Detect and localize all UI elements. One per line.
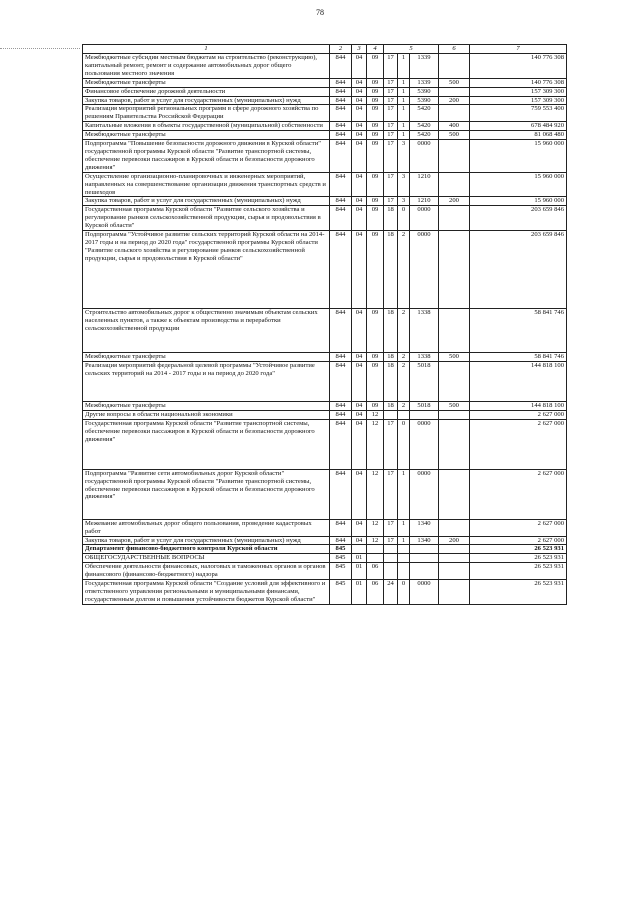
table-row xyxy=(83,536,567,545)
row-name: Закупка товаров, работ и услуг для государственных (муниципальных) нужд xyxy=(83,536,330,545)
col-ministry: 844 xyxy=(330,87,352,96)
col-direction: 1210 xyxy=(410,197,439,206)
col-section: 04 xyxy=(352,131,367,140)
col-section: 01 xyxy=(352,563,367,580)
table-row xyxy=(83,469,567,519)
col-subsection: 09 xyxy=(367,197,384,206)
col-program: 18 xyxy=(384,353,398,362)
col-expense-type: 200 xyxy=(439,536,470,545)
col-program: 17 xyxy=(384,172,398,197)
row-name: Межбюджетные трансферты xyxy=(83,353,330,362)
col-ministry: 845 xyxy=(330,563,352,580)
col-amount: 15 960 000 xyxy=(470,172,567,197)
col-program: 17 xyxy=(384,78,398,87)
col-amount: 81 068 480 xyxy=(470,131,567,140)
col-subsection: 12 xyxy=(367,536,384,545)
col-expense-type xyxy=(439,231,470,309)
row-name: Межбюджетные субсидии местным бюджетам на строительство (реконструкцию), капитальный ремонт, ремонт и содержание автомобильных дорог общего пользования местного значения xyxy=(83,54,330,79)
col-program xyxy=(384,410,398,419)
col-subprogram: 1 xyxy=(398,122,410,131)
row-name: Реализация мероприятий региональных программ в сфере дорожного хозяйства по решениям Правительства Российской Федерации xyxy=(83,105,330,122)
col-direction: 1339 xyxy=(410,78,439,87)
col-program: 18 xyxy=(384,206,398,231)
col-section: 04 xyxy=(352,469,367,519)
col-direction: 0000 xyxy=(410,231,439,309)
col-subprogram: 1 xyxy=(398,78,410,87)
col-ministry: 844 xyxy=(330,96,352,105)
col-amount: 203 659 846 xyxy=(470,206,567,231)
col-direction xyxy=(410,410,439,419)
row-name: Другие вопросы в области национальной экономики xyxy=(83,410,330,419)
col-subprogram: 2 xyxy=(398,231,410,309)
col-amount: 15 960 000 xyxy=(470,140,567,173)
col-section: 04 xyxy=(352,419,367,469)
row-name: Строительство автомобильных дорог к общественно значимым объектам сельских населенных пунктов, а также к объектам производства и переработки сельскохозяйственной продукции xyxy=(83,309,330,353)
col-subprogram: 1 xyxy=(398,519,410,536)
col-direction: 5420 xyxy=(410,105,439,122)
col-subsection: 09 xyxy=(367,361,384,401)
col-subsection xyxy=(367,545,384,554)
table-row xyxy=(83,419,567,469)
col-amount: 678 484 920 xyxy=(470,122,567,131)
col-subsection: 12 xyxy=(367,519,384,536)
col-program: 17 xyxy=(384,122,398,131)
col-program: 24 xyxy=(384,580,398,605)
col-direction: 1340 xyxy=(410,536,439,545)
col-expense-type xyxy=(439,54,470,79)
col-program: 18 xyxy=(384,309,398,353)
col-amount: 157 309 300 xyxy=(470,96,567,105)
table-row xyxy=(83,309,567,353)
table-row xyxy=(83,545,567,554)
row-name: Подпрограмма "Развитие сети автомобильных дорог Курской области" государственной программы Курской области "Развитие транспортной системы, обеспечение перевозки пассажиров в Курской области и безопасности дорожного движения" xyxy=(83,469,330,519)
col-ministry: 844 xyxy=(330,361,352,401)
col-ministry: 844 xyxy=(330,105,352,122)
row-name: Государственная программа Курской области "Развитие транспортной системы, обеспечение перевозки пассажиров в Курской области и безопасности дорожного движения" xyxy=(83,419,330,469)
col-ministry: 844 xyxy=(330,536,352,545)
col-program: 17 xyxy=(384,197,398,206)
col-ministry: 844 xyxy=(330,140,352,173)
row-name: Реализация мероприятий федеральной целевой программы "Устойчивое развитие сельских территорий на 2014 - 2017 годы и на период до 2020 года" xyxy=(83,361,330,401)
col-subprogram: 3 xyxy=(398,172,410,197)
col-section: 04 xyxy=(352,105,367,122)
col-ministry: 845 xyxy=(330,554,352,563)
col-subprogram: 2 xyxy=(398,401,410,410)
col-amount: 15 960 000 xyxy=(470,197,567,206)
col-amount: 2 627 000 xyxy=(470,536,567,545)
col-subprogram: 1 xyxy=(398,87,410,96)
col-program xyxy=(384,554,398,563)
row-name: Обеспечение деятельности финансовых, налоговых и таможенных органов и органов финансового (финансово-бюджетного) надзора xyxy=(83,563,330,580)
col-subsection: 06 xyxy=(367,563,384,580)
row-name: Подпрограмма "Устойчивое развитие сельских территорий Курской области на 2014-2017 годы и на период до 2020 года" государственной программы Курской области "Развитие сельского хозяйства и регулирование рынков сельскохозяйственной продукции, сырья и продовольствия в Курской области" xyxy=(83,231,330,309)
col-subprogram: 0 xyxy=(398,206,410,231)
col-subsection: 09 xyxy=(367,105,384,122)
col-section: 04 xyxy=(352,140,367,173)
header-col-1: 1 xyxy=(83,45,330,54)
col-section: 04 xyxy=(352,536,367,545)
col-section: 04 xyxy=(352,410,367,419)
col-direction: 0000 xyxy=(410,419,439,469)
col-subprogram: 1 xyxy=(398,96,410,105)
row-name: Межевание автомобильных дорог общего пользования, проведение кадастровых работ xyxy=(83,519,330,536)
col-subsection: 09 xyxy=(367,401,384,410)
col-expense-type xyxy=(439,309,470,353)
col-subprogram: 2 xyxy=(398,309,410,353)
header-col-4: 4 xyxy=(367,45,384,54)
col-program: 17 xyxy=(384,469,398,519)
col-program: 17 xyxy=(384,131,398,140)
col-subsection: 09 xyxy=(367,122,384,131)
table-row xyxy=(83,87,567,96)
col-expense-type xyxy=(439,105,470,122)
col-expense-type xyxy=(439,554,470,563)
budget-table xyxy=(82,44,567,605)
col-subsection: 09 xyxy=(367,131,384,140)
col-ministry: 844 xyxy=(330,78,352,87)
col-expense-type xyxy=(439,361,470,401)
col-expense-type xyxy=(439,419,470,469)
col-direction: 5018 xyxy=(410,401,439,410)
col-subprogram: 2 xyxy=(398,353,410,362)
col-subprogram: 2 xyxy=(398,361,410,401)
col-section: 04 xyxy=(352,172,367,197)
col-expense-type xyxy=(439,410,470,419)
col-program: 17 xyxy=(384,105,398,122)
col-subprogram: 1 xyxy=(398,536,410,545)
col-program: 17 xyxy=(384,536,398,545)
col-program: 18 xyxy=(384,231,398,309)
page-number: 78 xyxy=(316,8,324,17)
col-amount: 144 818 100 xyxy=(470,401,567,410)
col-amount: 144 818 100 xyxy=(470,361,567,401)
col-direction: 0000 xyxy=(410,469,439,519)
col-ministry: 844 xyxy=(330,122,352,131)
col-amount: 140 776 308 xyxy=(470,78,567,87)
col-ministry: 844 xyxy=(330,519,352,536)
col-section: 01 xyxy=(352,554,367,563)
col-ministry: 844 xyxy=(330,206,352,231)
row-name: Государственная программа Курской области "Развитие сельского хозяйства и регулирование рынков сельскохозяйственной продукции, сырья и продовольствия в Курской области" xyxy=(83,206,330,231)
col-ministry: 844 xyxy=(330,309,352,353)
col-expense-type: 200 xyxy=(439,197,470,206)
table-row xyxy=(83,54,567,79)
table-row xyxy=(83,122,567,131)
header-col-2: 2 xyxy=(330,45,352,54)
table-row xyxy=(83,410,567,419)
col-direction: 5390 xyxy=(410,96,439,105)
col-amount: 26 523 931 xyxy=(470,545,567,554)
table-row xyxy=(83,78,567,87)
col-section: 04 xyxy=(352,78,367,87)
col-section: 04 xyxy=(352,54,367,79)
col-section: 04 xyxy=(352,197,367,206)
col-subprogram: 0 xyxy=(398,580,410,605)
col-subprogram xyxy=(398,545,410,554)
row-name: Межбюджетные трансферты xyxy=(83,401,330,410)
col-amount: 2 627 000 xyxy=(470,410,567,419)
col-section: 04 xyxy=(352,122,367,131)
col-subsection: 09 xyxy=(367,96,384,105)
table-row xyxy=(83,206,567,231)
col-direction: 1210 xyxy=(410,172,439,197)
col-amount: 2 627 000 xyxy=(470,419,567,469)
col-ministry: 844 xyxy=(330,172,352,197)
col-direction: 0000 xyxy=(410,206,439,231)
table-row xyxy=(83,172,567,197)
col-section xyxy=(352,545,367,554)
col-amount: 26 523 931 xyxy=(470,554,567,563)
table-row xyxy=(83,96,567,105)
table-row xyxy=(83,105,567,122)
col-program: 17 xyxy=(384,519,398,536)
col-direction xyxy=(410,563,439,580)
col-subprogram: 0 xyxy=(398,419,410,469)
col-expense-type xyxy=(439,206,470,231)
table-row xyxy=(83,197,567,206)
table-row xyxy=(83,361,567,401)
col-section: 04 xyxy=(352,96,367,105)
row-name: Финансовое обеспечение дорожной деятельности xyxy=(83,87,330,96)
col-program: 17 xyxy=(384,87,398,96)
col-ministry: 844 xyxy=(330,419,352,469)
table-row xyxy=(83,231,567,309)
col-ministry: 845 xyxy=(330,580,352,605)
col-section: 01 xyxy=(352,580,367,605)
col-subprogram: 1 xyxy=(398,105,410,122)
row-name: Департамент финансово-бюджетного контроля Курской области xyxy=(83,545,330,554)
row-name: Закупка товаров, работ и услуг для государственных (муниципальных) нужд xyxy=(83,197,330,206)
header-col-7: 7 xyxy=(470,45,567,54)
col-program xyxy=(384,545,398,554)
col-ministry: 844 xyxy=(330,410,352,419)
col-program: 18 xyxy=(384,401,398,410)
col-direction: 1338 xyxy=(410,309,439,353)
col-direction xyxy=(410,554,439,563)
table-row xyxy=(83,353,567,362)
col-subsection: 09 xyxy=(367,78,384,87)
col-amount: 203 659 846 xyxy=(470,231,567,309)
col-ministry: 844 xyxy=(330,469,352,519)
col-amount: 140 776 308 xyxy=(470,54,567,79)
col-direction: 1338 xyxy=(410,353,439,362)
col-subsection: 09 xyxy=(367,353,384,362)
col-amount: 58 841 746 xyxy=(470,353,567,362)
col-subsection: 09 xyxy=(367,140,384,173)
col-expense-type: 400 xyxy=(439,122,470,131)
col-ministry: 845 xyxy=(330,545,352,554)
col-amount: 26 523 931 xyxy=(470,563,567,580)
col-subsection: 09 xyxy=(367,206,384,231)
row-name: Капитальные вложения в объекты государственной (муниципальной) собственности xyxy=(83,122,330,131)
col-direction: 0000 xyxy=(410,580,439,605)
col-program xyxy=(384,563,398,580)
col-subsection: 09 xyxy=(367,231,384,309)
col-expense-type xyxy=(439,469,470,519)
col-subsection: 06 xyxy=(367,580,384,605)
col-subsection: 12 xyxy=(367,410,384,419)
col-amount: 157 309 300 xyxy=(470,87,567,96)
col-section: 04 xyxy=(352,206,367,231)
table-row xyxy=(83,580,567,605)
col-ministry: 844 xyxy=(330,353,352,362)
col-subprogram: 1 xyxy=(398,54,410,79)
col-subsection: 12 xyxy=(367,469,384,519)
col-direction: 1340 xyxy=(410,519,439,536)
col-amount: 2 627 000 xyxy=(470,519,567,536)
col-direction xyxy=(410,545,439,554)
col-section: 04 xyxy=(352,353,367,362)
table-row xyxy=(83,563,567,580)
col-program: 17 xyxy=(384,96,398,105)
col-expense-type xyxy=(439,172,470,197)
col-expense-type xyxy=(439,545,470,554)
col-section: 04 xyxy=(352,401,367,410)
col-program: 18 xyxy=(384,361,398,401)
col-expense-type: 200 xyxy=(439,96,470,105)
col-expense-type: 500 xyxy=(439,353,470,362)
col-direction: 5420 xyxy=(410,122,439,131)
col-amount: 2 627 000 xyxy=(470,469,567,519)
row-name: Закупка товаров, работ и услуг для государственных (муниципальных) нужд xyxy=(83,96,330,105)
col-direction: 0000 xyxy=(410,140,439,173)
row-name: Государственная программа Курской области "Создание условий для эффективного и ответственного управления региональными и муниципальными финансами, государственным долгом и повышения устойчивости бюджетов Курской области" xyxy=(83,580,330,605)
col-subsection: 09 xyxy=(367,309,384,353)
col-expense-type: 500 xyxy=(439,131,470,140)
row-name: Межбюджетные трансферты xyxy=(83,131,330,140)
col-expense-type xyxy=(439,140,470,173)
row-name: ОБЩЕГОСУДАРСТВЕННЫЕ ВОПРОСЫ xyxy=(83,554,330,563)
col-section: 04 xyxy=(352,361,367,401)
col-direction: 1339 xyxy=(410,54,439,79)
col-ministry: 844 xyxy=(330,401,352,410)
col-expense-type xyxy=(439,87,470,96)
row-name: Подпрограмма "Повышение безопасности дорожного движения в Курской области" государственной программы Курской области "Развитие транспортной системы, обеспечение перевозки пассажиров в Курской области и безопасности дорожного движения" xyxy=(83,140,330,173)
col-ministry: 844 xyxy=(330,54,352,79)
col-section: 04 xyxy=(352,309,367,353)
col-subprogram: 3 xyxy=(398,140,410,173)
margin-dots xyxy=(0,48,80,49)
col-section: 04 xyxy=(352,87,367,96)
header-col-3: 3 xyxy=(352,45,367,54)
col-amount: 58 841 746 xyxy=(470,309,567,353)
table-row xyxy=(83,401,567,410)
col-section: 04 xyxy=(352,231,367,309)
col-subprogram xyxy=(398,554,410,563)
col-subprogram: 1 xyxy=(398,469,410,519)
col-subsection xyxy=(367,554,384,563)
col-amount: 759 553 400 xyxy=(470,105,567,122)
row-name: Осуществление организационно-планировочных и инженерных мероприятий, направленных на совершенствование организации движения транспортных средств и пешеходов xyxy=(83,172,330,197)
col-direction: 5420 xyxy=(410,131,439,140)
col-ministry: 844 xyxy=(330,131,352,140)
col-program: 17 xyxy=(384,140,398,173)
col-direction: 5390 xyxy=(410,87,439,96)
col-program: 17 xyxy=(384,54,398,79)
col-subprogram xyxy=(398,563,410,580)
table-row xyxy=(83,554,567,563)
col-expense-type xyxy=(439,519,470,536)
col-expense-type xyxy=(439,563,470,580)
col-subsection: 09 xyxy=(367,87,384,96)
table-header-row xyxy=(83,45,567,54)
table-row xyxy=(83,519,567,536)
col-ministry: 844 xyxy=(330,231,352,309)
col-expense-type: 500 xyxy=(439,78,470,87)
col-expense-type xyxy=(439,580,470,605)
col-expense-type: 500 xyxy=(439,401,470,410)
col-amount: 26 523 931 xyxy=(470,580,567,605)
col-subsection: 09 xyxy=(367,172,384,197)
col-subsection: 12 xyxy=(367,419,384,469)
col-subprogram xyxy=(398,410,410,419)
col-subsection: 09 xyxy=(367,54,384,79)
row-name: Межбюджетные трансферты xyxy=(83,78,330,87)
col-direction: 5018 xyxy=(410,361,439,401)
col-subprogram: 3 xyxy=(398,197,410,206)
table-row xyxy=(83,140,567,173)
col-section: 04 xyxy=(352,519,367,536)
table-row xyxy=(83,131,567,140)
header-col-6: 6 xyxy=(439,45,470,54)
col-program: 17 xyxy=(384,419,398,469)
header-col-5: 5 xyxy=(384,45,439,54)
col-ministry: 844 xyxy=(330,197,352,206)
col-subprogram: 1 xyxy=(398,131,410,140)
